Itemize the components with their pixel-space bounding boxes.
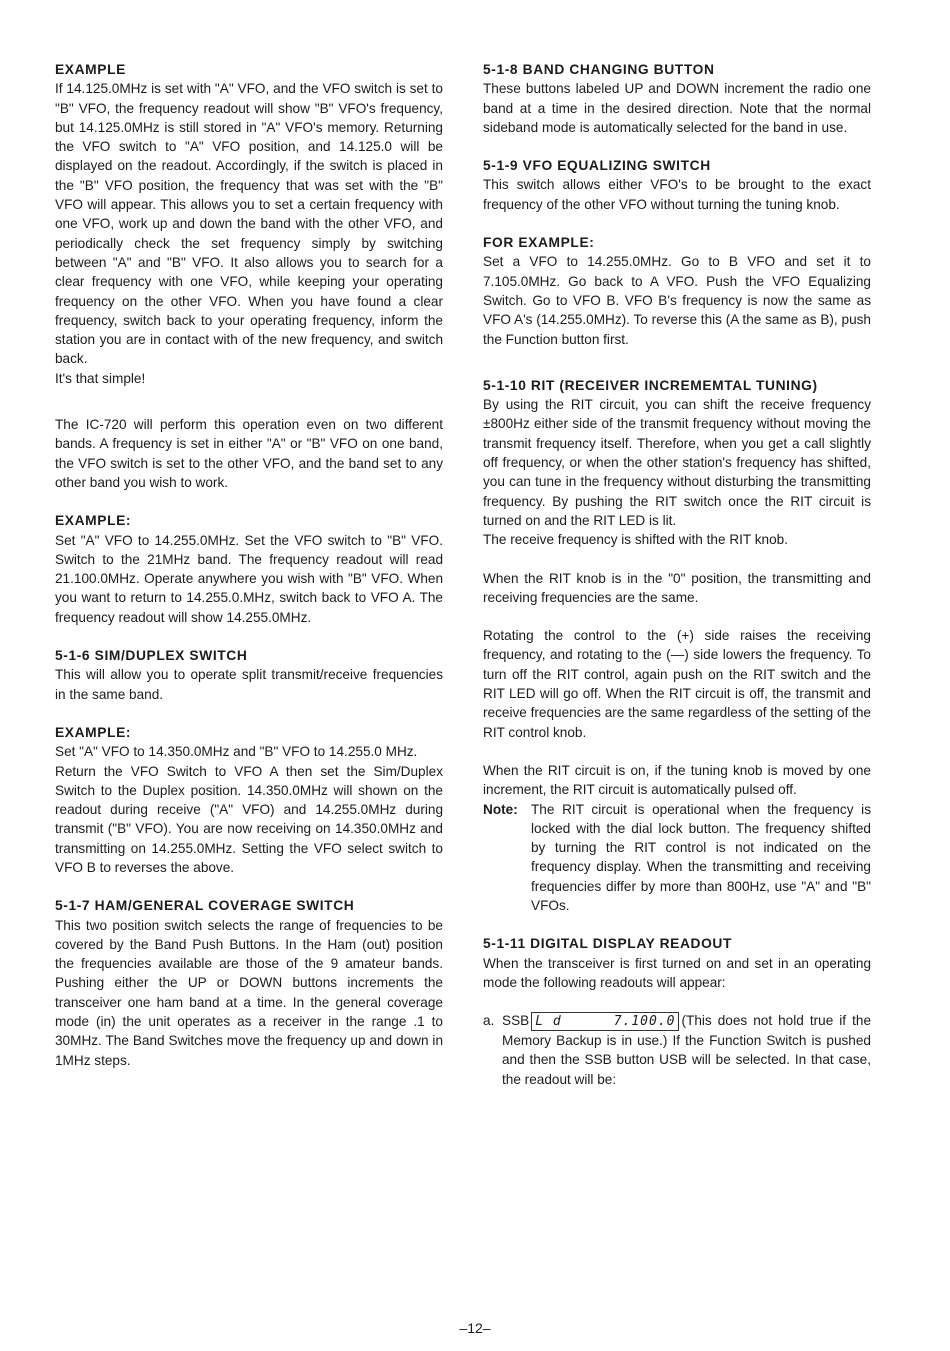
ssb-note: (This does not hold true if the Memory Backup is in use.) If the Function Switch is pushed and then the SSB button USB will be selected. In that case, the readout will be: (502, 1013, 871, 1087)
ssb-readout-text (502, 1011, 871, 1089)
section-paragraph: These buttons labeled UP and DOWN increment the radio one band at a time in the desired direction. Note that the normal sideband mode is automatically selected for the band in use. (483, 81, 871, 135)
ssb-readout-item (483, 1011, 871, 1089)
section-paragraph: The receive frequency is shifted with the RIT knob. (483, 532, 789, 548)
simple-line: It's that simple! (55, 370, 146, 386)
lcd-readout-image (531, 1012, 679, 1031)
note-text: The RIT circuit is operational when the frequency is locked with the dial lock button. The frequency shifted by turning the RIT control is not indicated on the frequency display. When the transmitting and receiving frequencies differ by more than 800Hz, use "A" and "B" VFOs. (531, 801, 871, 913)
section-heading-5-1-9: 5-1-9 VFO EQUALIZING SWITCH (483, 158, 711, 174)
example-paragraph: Set a VFO to 14.255.0MHz. Go to B VFO and set it to 7.105.0MHz. Go back to A VFO. Push the VFO Equalizing Switch. Go to VFO B. VFO B's frequency is now the same as VFO A's (14.255.0MHz). To reverse this (A the same as B), push the Function button first. (483, 254, 871, 347)
left-column (55, 60, 443, 1070)
section-paragraph: When the RIT knob is in the "0" position, the transmitting and receiving frequencies are the same. (483, 570, 871, 605)
example-heading: EXAMPLE: (55, 513, 132, 529)
section-paragraph: When the RIT circuit is on, if the tuning knob is moved by one increment, the RIT circuit is automatically pulsed off. (483, 762, 871, 798)
section-paragraph: Rotating the control to the (+) side raises the receiving frequency, and rotating to the (—) side lowers the frequency. To turn off the RIT control, again push on the RIT switch and the RIT LED will go off. When the RIT circuit is off, the transmit and receive frequencies are the same regardless of the setting of the RIT control knob. (483, 628, 871, 740)
example-paragraph: If 14.125.0MHz is set with "A" VFO, and the VFO switch is set to "B" VFO, the frequency readout will show "B" VFO's frequency, but 14.125.0MHz is still stored in "A" VFO's memory. Returning the VFO switch to "A" VFO position, and 14.125.0 will be displayed on the readout. Accordingly, if the switch is placed in the "B" VFO position, the frequency that was set with the "B" VFO will appear. This allows you to set a certain frequency with one VFO, work up and down the band with the other VFO, and periodically check the set frequency simply by switching between "A" and "B" VFO. It also allows you to search for a clear frequency with one VFO, while keeping your operating frequency on the other VFO. When you have found a clear frequency, switch back to your operating frequency, inform the station you are in contact with of the new frequency, and switch back. (55, 81, 443, 367)
section-heading-5-1-6: 5-1-6 SIM/DUPLEX SWITCH (55, 648, 248, 664)
example-paragraph: Set "A" VFO to 14.350.0MHz and "B" VFO to 14.255.0 MHz. (55, 744, 418, 760)
example-heading: FOR EXAMPLE: (483, 235, 595, 251)
lcd-frequency-digits: 7.100.0 (613, 1014, 676, 1030)
example-paragraph: Return the VFO Switch to VFO A then set the Sim/Duplex Switch to the Duplex position. 14.350.0MHz will shown on the readout during receive ("A" VFO) and 14.255.0MHz during transmit ("B" VFO). You are now receiving on 14.350.0MHz and transmitting on 14.255.0MHz. Setting the VFO select switch to VFO B to reverses the above. (55, 763, 443, 875)
ssb-label: SSB (502, 1013, 530, 1029)
lcd-mode-digits: L d (535, 1014, 562, 1030)
section-heading-5-1-8: 5-1-8 BAND CHANGING BUTTON (483, 62, 715, 77)
section-heading-5-1-7: 5-1-7 HAM/GENERAL COVERAGE SWITCH (55, 898, 355, 914)
dual-band-paragraph: The IC-720 will perform this operation even on two different bands. A frequency is set in either "A" or "B" VFO on one band, the VFO switch is set to the other VFO, and the band set to any other band you wish to work. (55, 417, 443, 490)
page-number: –12– (459, 1320, 491, 1336)
example-paragraph: Set "A" VFO to 14.255.0MHz. Set the VFO switch to "B" VFO. Switch to the 21MHz band. The frequency readout will read 21.100.0MHz. Operate anywhere you wish with "B" VFO. When you want to return to 14.255.0.MHz, switch back to VFO A. The frequency readout will show 14.255.0MHz. (55, 532, 443, 625)
right-column (483, 60, 871, 1089)
example-heading: EXAMPLE (55, 62, 126, 77)
note-block (483, 800, 871, 916)
section-paragraph: This switch allows either VFO's to be brought to the exact frequency of the other VFO without turning the tuning knob. (483, 177, 871, 212)
section-paragraph: When the transceiver is first turned on and set in an operating mode the following readouts will appear: (483, 955, 871, 990)
section-paragraph: This will allow you to operate split transmit/receive frequencies in the same band. (55, 667, 443, 702)
section-paragraph: This two position switch selects the range of frequencies to be covered by the Band Push Buttons. In the Ham (out) position the frequencies available are those of the 9 amateur bands. Pushing either the UP or DOWN buttons increments the transceiver one ham band at a time. In the general coverage mode (in) the unit operates as a receiver in the range .1 to 30MHz. The Band Switches move the frequency up and down in 1MHz steps. (55, 917, 443, 1068)
item-letter: a. (483, 1013, 495, 1029)
section-heading-5-1-10: 5-1-10 RIT (RECEIVER INCREMEMTAL TUNING) (483, 377, 818, 393)
note-label: Note: (483, 801, 518, 817)
section-paragraph: By using the RIT circuit, you can shift the receive frequency ±800Hz either side of the transmit frequency without moving the transmit frequency itself. Therefore, when you get a call slightly off frequency, or when the other station's frequency has shifted, you can tune in the frequency without disturbing the transmitting frequency. By pushing the RIT switch once the RIT circuit is turned on and the RIT LED is lit. (483, 397, 871, 528)
section-heading-5-1-11: 5-1-11 DIGITAL DISPLAY READOUT (483, 936, 733, 952)
example-heading: EXAMPLE: (55, 724, 132, 740)
